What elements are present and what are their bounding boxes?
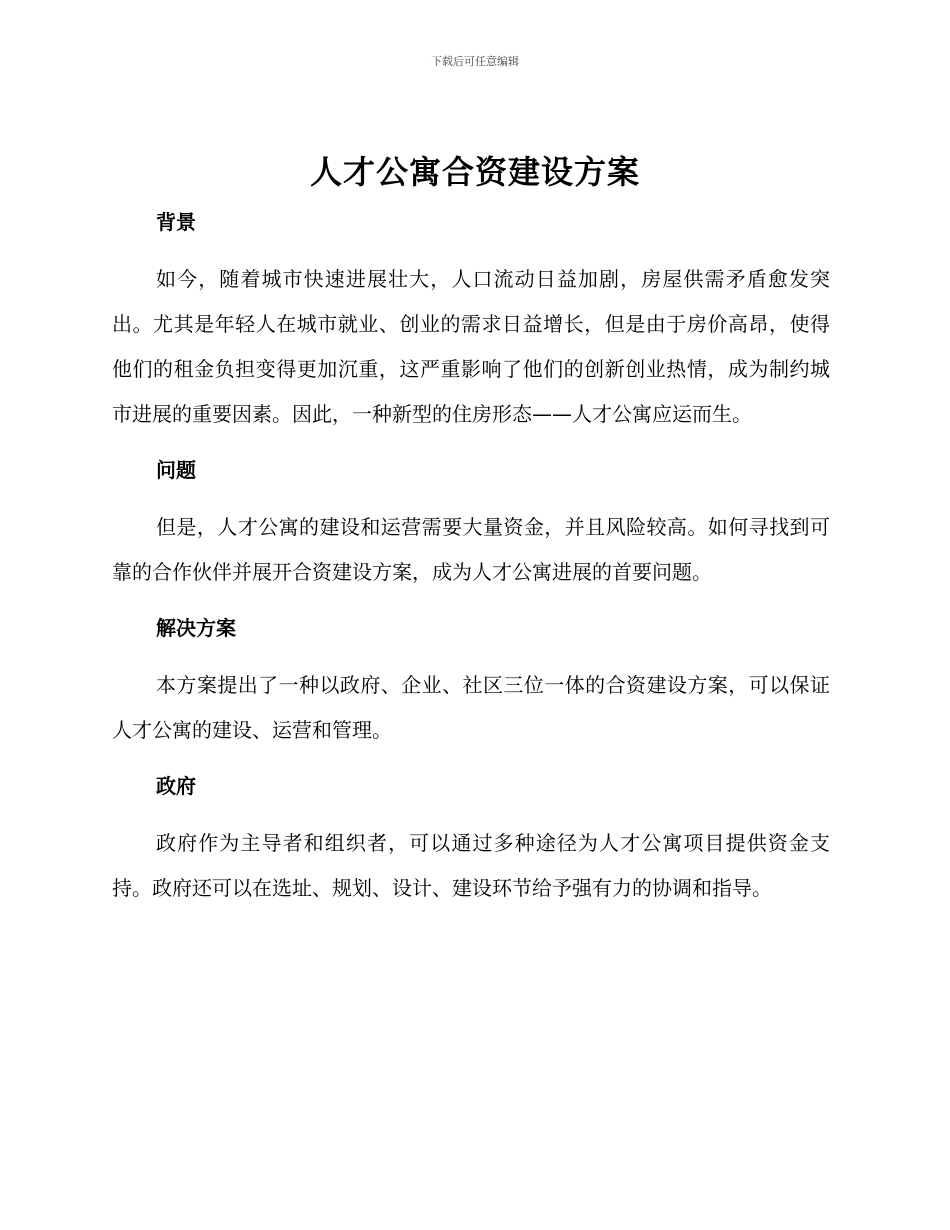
document-title: 人才公寓合资建设方案 xyxy=(309,153,640,191)
section-paragraph: 但是，人才公寓的建设和运营需要大量资金，并且风险较高。如何寻找到可靠的合作伙伴并展开合资建设方案，成为人才公寓进展的首要问题。 xyxy=(112,515,830,584)
document-body xyxy=(112,200,830,911)
section-government xyxy=(112,764,830,911)
page-header-note: 下载后可任意编辑 xyxy=(431,55,519,68)
section-paragraph: 如今，随着城市快速进展壮大，人口流动日益加剧，房屋供需矛盾愈发突出。尤其是年轻人在城市就业、创业的需求日益增长，但是由于房价高昂，使得他们的租金负担变得更加沉重，这严重影响了他们的创新创业热情，成为制约城市进展的重要因素。因此，一种新型的住房形态——人才公寓应运而生。 xyxy=(112,267,830,426)
section-paragraph: 本方案提出了一种以政府、企业、社区三位一体的合资建设方案，可以保证人才公寓的建设、运营和管理。 xyxy=(112,673,830,742)
section-solution xyxy=(112,606,830,764)
section-heading: 政府 xyxy=(156,774,196,798)
section-heading: 问题 xyxy=(156,458,196,482)
section-paragraph: 政府作为主导者和组织者，可以通过多种途径为人才公寓项目提供资金支持。政府还可以在选址、规划、设计、建设环节给予强有力的协调和指导。 xyxy=(112,831,830,900)
section-heading: 背景 xyxy=(156,210,196,234)
section-problem xyxy=(112,448,830,606)
section-heading: 解决方案 xyxy=(156,616,236,640)
section-background xyxy=(112,200,830,448)
